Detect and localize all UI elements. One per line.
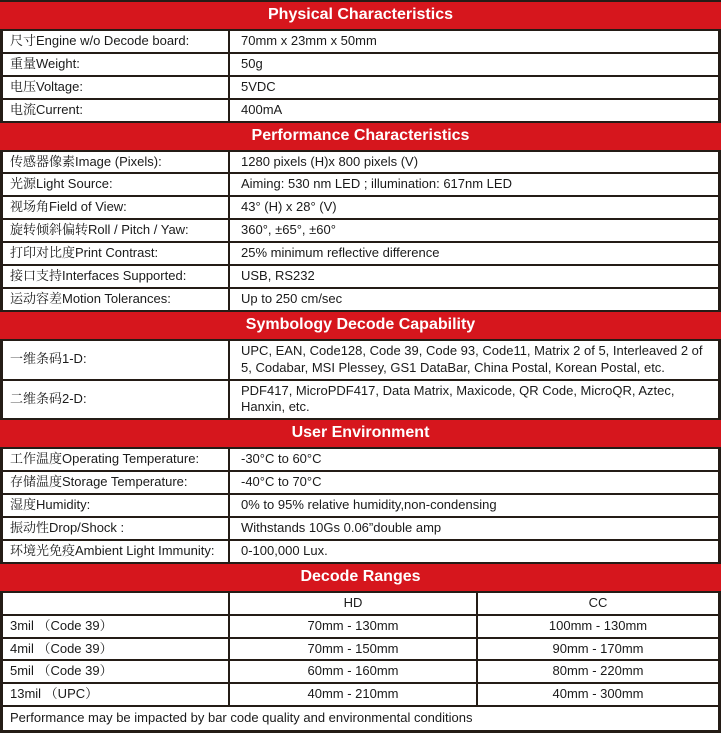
row-label: 重量Weight: bbox=[3, 54, 230, 75]
decode-row bbox=[0, 639, 721, 662]
table-row bbox=[0, 100, 721, 123]
table-row bbox=[0, 197, 721, 220]
decode-hd-value: 60mm - 160mm bbox=[230, 661, 478, 682]
row-label: 13mil （UPC） bbox=[3, 684, 230, 705]
row-label: 振动性Drop/Shock : bbox=[3, 518, 230, 539]
row-label: 光源Light Source: bbox=[3, 174, 230, 195]
footer-note: Performance may be impacted by bar code quality and environmental conditions bbox=[10, 710, 473, 726]
decode-col-header-blank bbox=[3, 593, 230, 614]
row-value: Aiming: 530 nm LED ; illumination: 617nm LED bbox=[241, 176, 512, 192]
row-label: 环境光免疫Ambient Light Immunity: bbox=[3, 541, 230, 562]
row-label: 打印对比度Print Contrast: bbox=[3, 243, 230, 264]
row-label: 二维条码2-D: bbox=[3, 381, 230, 419]
table-row bbox=[0, 174, 721, 197]
row-label: 电压Voltage: bbox=[3, 77, 230, 98]
row-label: 存储温度Storage Temperature: bbox=[3, 472, 230, 493]
row-label: 传感器像素Image (Pixels): bbox=[3, 152, 230, 173]
row-value: -30°C to 60°C bbox=[241, 451, 322, 467]
row-label: 5mil （Code 39） bbox=[3, 661, 230, 682]
section-header-physical: Physical Characteristics bbox=[0, 2, 721, 31]
section-header-symbology: Symbology Decode Capability bbox=[0, 312, 721, 341]
row-value: 70mm x 23mm x 50mm bbox=[241, 33, 377, 48]
table-row bbox=[0, 495, 721, 518]
row-label: 尺寸Engine w/o Decode board: bbox=[3, 31, 230, 52]
row-value: PDF417, MicroPDF417, Data Matrix, Maxicode, QR Code, MicroQR, Aztec, Hanxin, etc. bbox=[241, 382, 675, 415]
row-label: 4mil （Code 39） bbox=[3, 639, 230, 660]
decode-row bbox=[0, 661, 721, 684]
table-row bbox=[0, 341, 721, 381]
row-label: 湿度Humidity: bbox=[3, 495, 230, 516]
section-header-performance: Performance Characteristics bbox=[0, 123, 721, 152]
row-value: 0% to 95% relative humidity,non-condensing bbox=[241, 497, 497, 513]
row-value: 43° (H) x 28° (V) bbox=[241, 199, 337, 215]
row-label: 工作温度Operating Temperature: bbox=[3, 449, 230, 470]
section-header-decode-ranges: Decode Ranges bbox=[0, 564, 721, 593]
row-value: USB, RS232 bbox=[241, 268, 315, 284]
row-value: 400mA bbox=[241, 101, 283, 117]
row-value: Up to 250 cm/sec bbox=[241, 290, 343, 306]
table-row bbox=[0, 54, 721, 77]
row-label: 旋转倾斜偏转Roll / Pitch / Yaw: bbox=[3, 220, 230, 241]
decode-col-header-hd: HD bbox=[230, 593, 478, 614]
decode-column-header-row bbox=[0, 593, 721, 616]
decode-hd-value: 40mm - 210mm bbox=[230, 684, 478, 705]
row-value: 0-100,000 Lux. bbox=[241, 542, 328, 558]
decode-col-header-cc: CC bbox=[588, 594, 608, 610]
decode-cc-value: 40mm - 300mm bbox=[552, 686, 644, 702]
table-row bbox=[0, 289, 721, 312]
section-header-environment: User Environment bbox=[0, 420, 721, 449]
table-row bbox=[0, 152, 721, 175]
decode-cc-value: 90mm - 170mm bbox=[552, 640, 644, 656]
decode-row bbox=[0, 616, 721, 639]
row-label: 3mil （Code 39） bbox=[3, 616, 230, 637]
row-value: 25% minimum reflective difference bbox=[241, 245, 440, 261]
row-value: 360°, ±65°, ±60° bbox=[241, 222, 336, 238]
decode-cc-value: 100mm - 130mm bbox=[548, 617, 648, 633]
table-row bbox=[0, 220, 721, 243]
table-row bbox=[0, 381, 721, 421]
row-value: 50g bbox=[241, 55, 263, 71]
row-label: 电流Current: bbox=[3, 100, 230, 121]
row-value: 5VDC bbox=[241, 78, 276, 94]
table-row bbox=[0, 266, 721, 289]
table-row bbox=[0, 31, 721, 54]
row-value: -40°C to 70°C bbox=[241, 474, 322, 490]
row-label: 一维条码1-D: bbox=[3, 341, 230, 379]
decode-row bbox=[0, 684, 721, 707]
row-label: 接口支持Interfaces Supported: bbox=[3, 266, 230, 287]
row-value: UPC, EAN, Code128, Code 39, Code 93, Code11, Matrix 2 of 5, Interleaved 2 of 5, Codabar, MSI Plessey, GS1 DataBar, China Postal, Korean Postal, etc. bbox=[241, 342, 703, 375]
table-row bbox=[0, 449, 721, 472]
table-row bbox=[0, 472, 721, 495]
table-row bbox=[0, 77, 721, 100]
row-value: Withstands 10Gs 0.06”double amp bbox=[241, 520, 442, 536]
decode-cc-value: 80mm - 220mm bbox=[552, 663, 644, 679]
row-label: 视场角Field of View: bbox=[3, 197, 230, 218]
decode-hd-value: 70mm - 130mm bbox=[230, 616, 478, 637]
row-label: 运动容差Motion Tolerances: bbox=[3, 289, 230, 310]
table-row bbox=[0, 541, 721, 564]
row-value: 1280 pixels (H)x 800 pixels (V) bbox=[241, 153, 419, 169]
table-row bbox=[0, 518, 721, 541]
table-row bbox=[0, 243, 721, 266]
decode-hd-value: 70mm - 150mm bbox=[230, 639, 478, 660]
